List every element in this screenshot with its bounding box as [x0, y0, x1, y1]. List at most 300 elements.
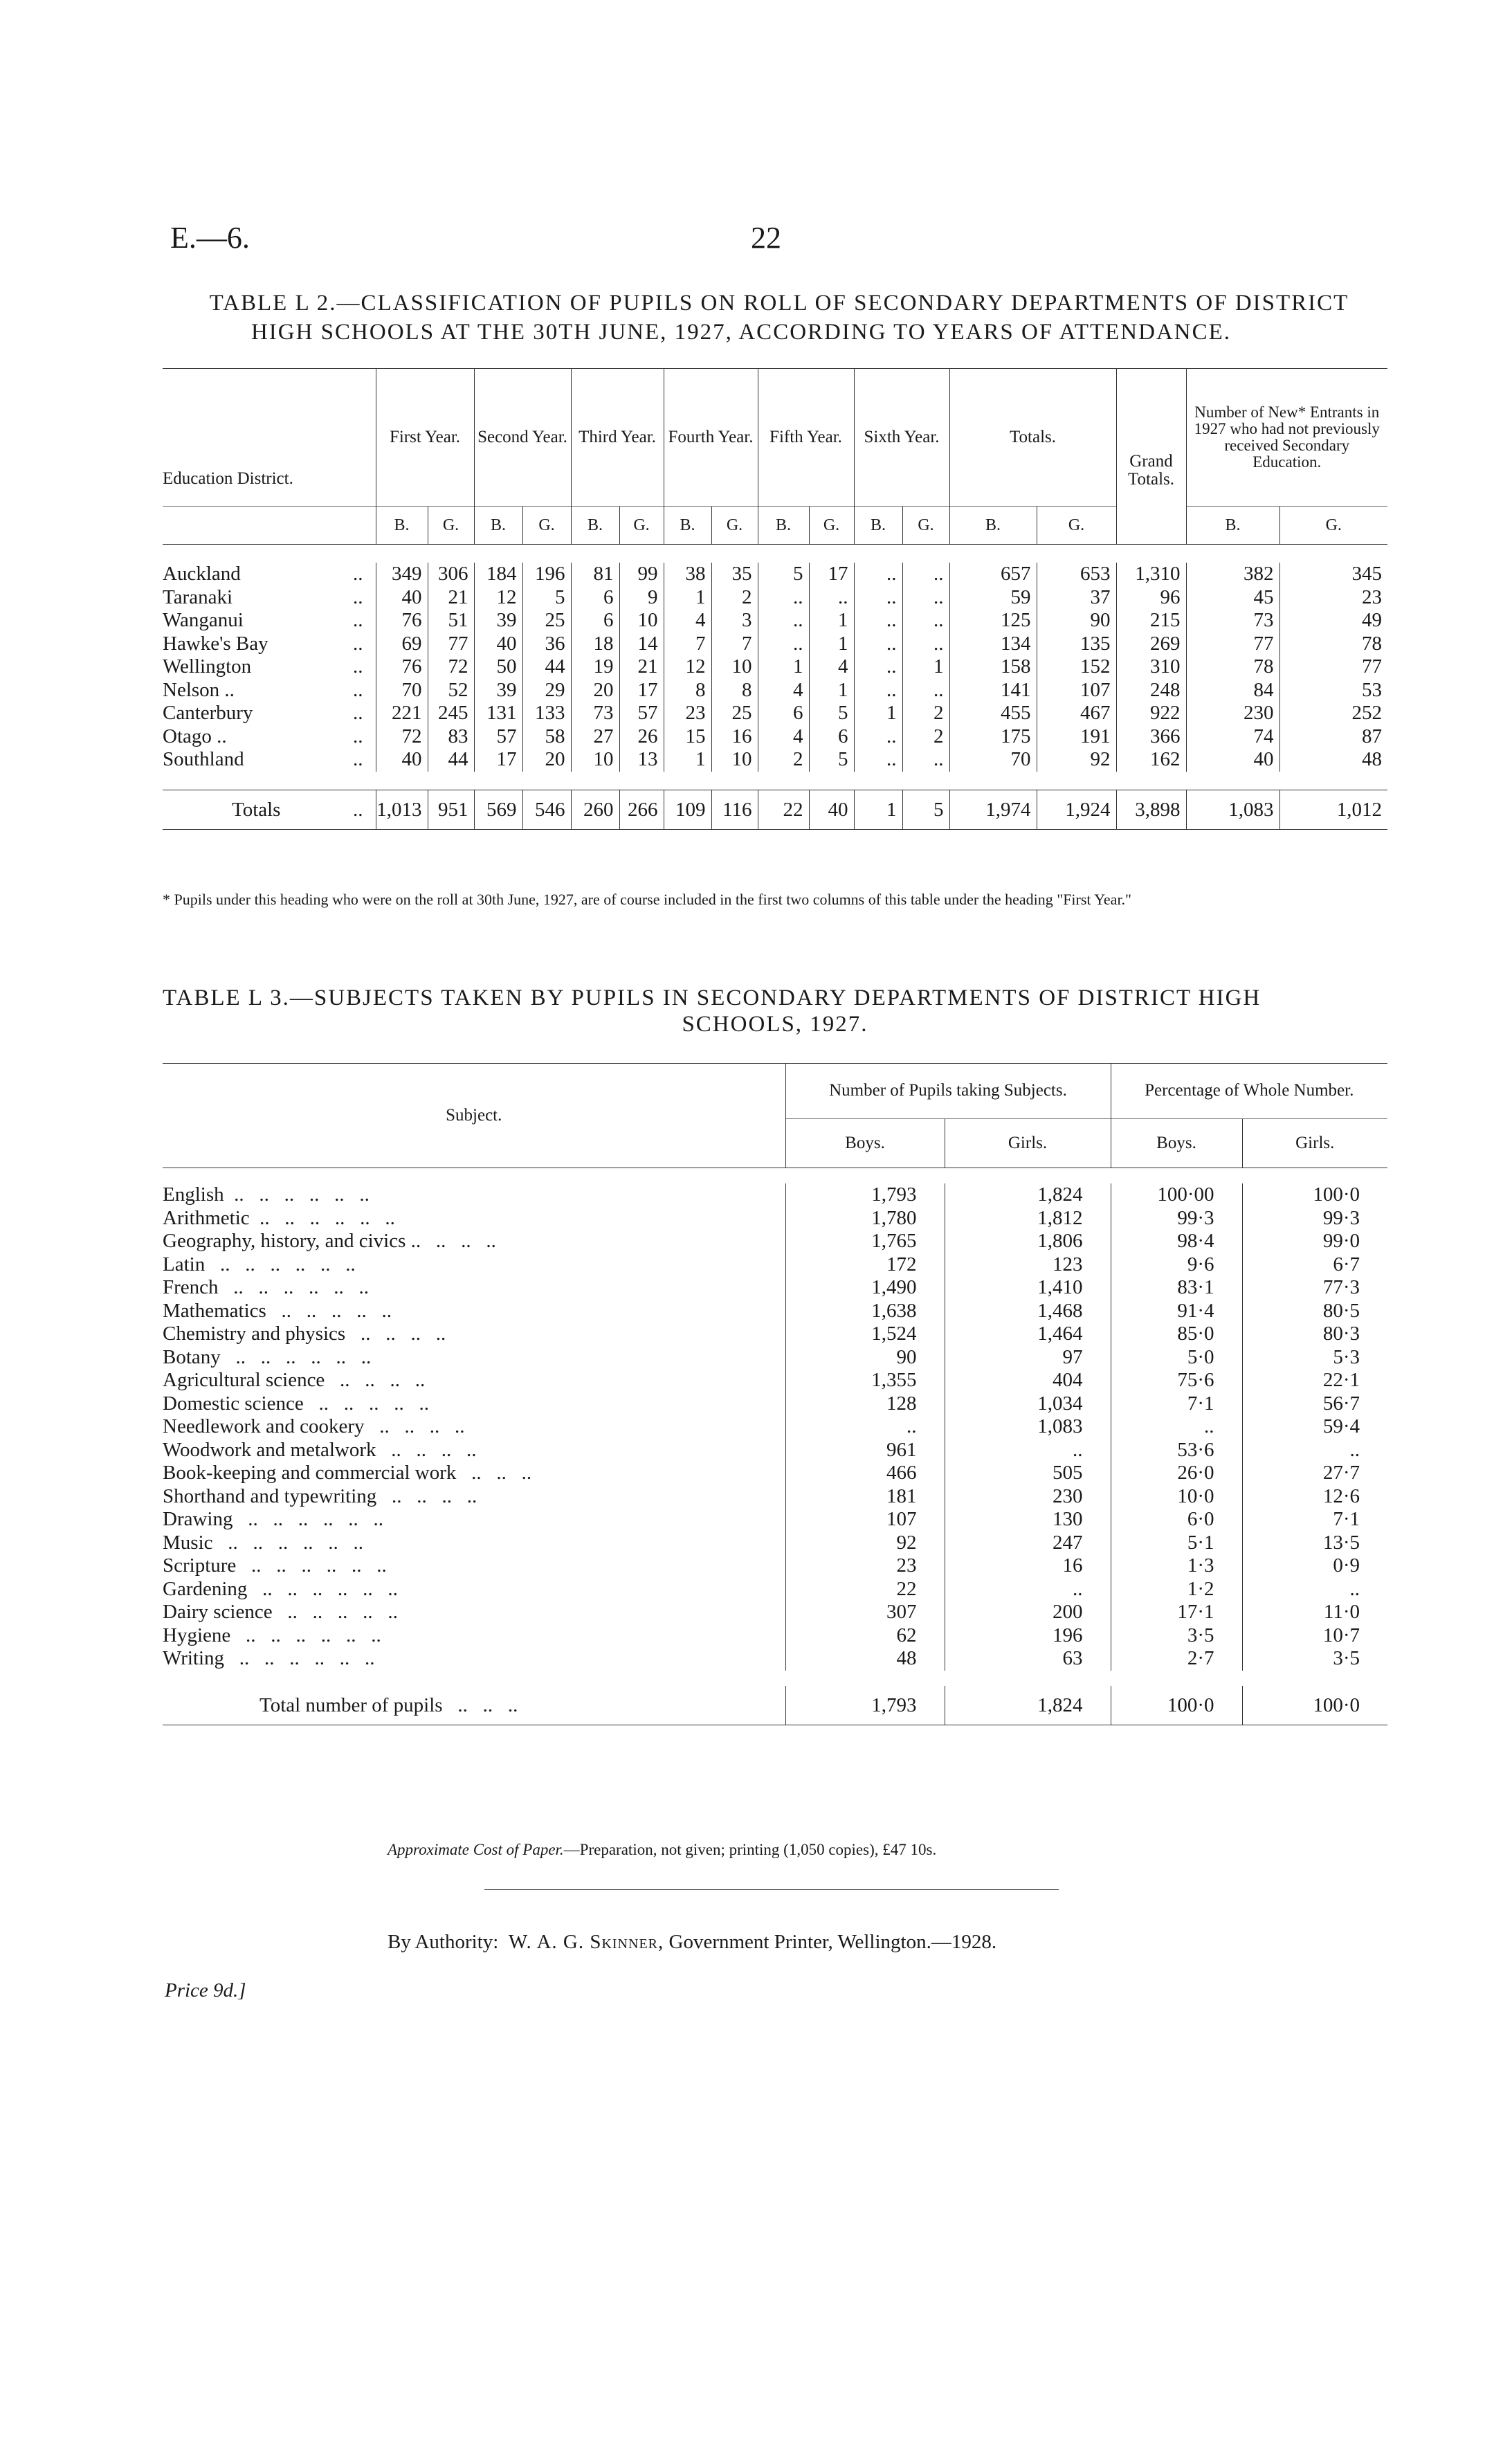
table-cell: 7	[664, 633, 711, 656]
total-cell: 1,013	[376, 790, 428, 829]
total-cell: 109	[664, 790, 711, 829]
table-cell: 6	[809, 725, 854, 749]
col-header-fourth-year: Fourth Year.	[664, 369, 758, 507]
table-cell: 1,806	[945, 1230, 1111, 1253]
table-cell: 4	[809, 655, 854, 679]
table-row	[163, 1346, 1387, 1370]
table-cell: 172	[785, 1253, 945, 1277]
table-cell: 36	[522, 633, 571, 656]
table-cell: 13·5	[1242, 1532, 1387, 1555]
table-cell: 40	[1186, 748, 1279, 772]
table-row	[163, 679, 1387, 702]
table-row	[163, 1392, 1387, 1416]
col-g: G.	[1037, 507, 1116, 545]
table-cell: ..	[902, 748, 949, 772]
table-cell: 2	[711, 586, 758, 610]
total-cell: 22	[758, 790, 809, 829]
table-cell: 16	[945, 1554, 1111, 1578]
table-cell: 123	[945, 1253, 1111, 1277]
table-cell: 56·7	[1242, 1392, 1387, 1416]
table-cell: 2·7	[1111, 1647, 1242, 1671]
subject-name: Arithmetic .. .. .. .. .. ..	[163, 1206, 395, 1229]
table-row	[163, 748, 1387, 772]
table-cell: 1,083	[945, 1415, 1111, 1439]
table-cell: 5·1	[1111, 1532, 1242, 1555]
leader-dots: ..	[353, 632, 363, 655]
table-cell: ..	[1242, 1578, 1387, 1601]
table-cell: ..	[758, 586, 809, 610]
col-boys: Boys.	[1111, 1118, 1242, 1168]
district-label: Auckland	[163, 563, 241, 585]
leader-dots: ..	[353, 585, 363, 608]
table-cell: ..	[902, 633, 949, 656]
table-cell: 349	[376, 563, 428, 586]
table-cell: 80·5	[1242, 1300, 1387, 1323]
leader-dots: ..	[353, 678, 363, 701]
leader-dots: ..	[353, 655, 363, 678]
total-cell: 1,083	[1186, 790, 1279, 829]
table-cell: 81	[571, 563, 619, 586]
table-cell: 191	[1037, 725, 1116, 749]
table-cell: 455	[949, 702, 1037, 725]
col-header-grand-totals: Grand Totals.	[1116, 369, 1186, 545]
table-cell: 20	[522, 748, 571, 772]
total-cell: 100·0	[1242, 1686, 1387, 1725]
table-cell: 99·0	[1242, 1230, 1387, 1253]
table-cell: 131	[474, 702, 522, 725]
table-cell: 2	[758, 748, 809, 772]
table-row	[163, 1369, 1387, 1392]
table-cell: 98·4	[1111, 1230, 1242, 1253]
leader-dots: ..	[353, 563, 363, 585]
table-cell: ..	[854, 748, 902, 772]
table-cell: 25	[711, 702, 758, 725]
table-cell: 72	[428, 655, 474, 679]
table-cell: 14	[619, 633, 664, 656]
col-b: B.	[474, 507, 522, 545]
table-cell: 1,765	[785, 1230, 945, 1253]
table-row	[163, 1415, 1387, 1439]
table-cell: 26·0	[1111, 1462, 1242, 1485]
table-cell: ..	[854, 563, 902, 586]
table-cell: 13	[619, 748, 664, 772]
table-cell: 196	[522, 563, 571, 586]
table-cell: 22·1	[1242, 1369, 1387, 1392]
subject-name: Dairy science .. .. .. .. ..	[163, 1601, 398, 1623]
table-cell: 12	[664, 655, 711, 679]
table-cell: 1,034	[945, 1392, 1111, 1416]
table-cell: 269	[1116, 633, 1186, 656]
table-cell: 83	[428, 725, 474, 749]
authority-line	[388, 1931, 996, 1954]
col-girls: Girls.	[1242, 1118, 1387, 1168]
subject-name: Botany .. .. .. .. .. ..	[163, 1345, 372, 1368]
table-cell: 230	[945, 1485, 1111, 1509]
table-row	[163, 1276, 1387, 1300]
table-cell: 1	[758, 655, 809, 679]
table-cell: 653	[1037, 563, 1116, 586]
district-name	[163, 655, 376, 679]
total-cell: 100·0	[1111, 1686, 1242, 1725]
table-cell: 58	[522, 725, 571, 749]
table-l2	[163, 368, 1387, 830]
col-g: G.	[522, 507, 571, 545]
subject-name: Needlework and cookery .. .. .. ..	[163, 1415, 465, 1437]
subject-name: Drawing .. .. .. .. .. ..	[163, 1508, 383, 1530]
table-cell: 44	[522, 655, 571, 679]
table-cell: 78	[1279, 633, 1387, 656]
district-label: Wanganui	[163, 609, 244, 631]
table-cell: 7·1	[1111, 1392, 1242, 1416]
subject-name: Book-keeping and commercial work .. .. ..	[163, 1462, 532, 1484]
table-cell: 63	[945, 1647, 1111, 1671]
table-cell: 215	[1116, 609, 1186, 633]
district-name	[163, 679, 376, 702]
district-label: Wellington	[163, 655, 252, 678]
table-cell: 85·0	[1111, 1323, 1242, 1346]
table-cell: 310	[1116, 655, 1186, 679]
table-row	[163, 1624, 1387, 1648]
table-cell: ..	[854, 633, 902, 656]
table-l3-caption-line2: SCHOOLS, 1927.	[682, 1012, 868, 1037]
table-cell: ..	[854, 655, 902, 679]
table-cell: 99	[619, 563, 664, 586]
table-cell: 23	[785, 1554, 945, 1578]
total-cell: 546	[522, 790, 571, 829]
divider	[484, 1889, 1059, 1890]
col-b: B.	[949, 507, 1037, 545]
table-cell: 83·1	[1111, 1276, 1242, 1300]
table-row	[163, 655, 1387, 679]
col-header-sixth-year: Sixth Year.	[854, 369, 949, 507]
table-cell: 505	[945, 1462, 1111, 1485]
table-cell: 221	[376, 702, 428, 725]
total-cell: 1,924	[1037, 790, 1116, 829]
subject-name: Agricultural science .. .. .. ..	[163, 1369, 426, 1391]
table-cell: 135	[1037, 633, 1116, 656]
table-cell: 382	[1186, 563, 1279, 586]
table-cell: 125	[949, 609, 1037, 633]
subject-name: English .. .. .. .. .. ..	[163, 1183, 370, 1206]
table-cell: 99·3	[1111, 1207, 1242, 1230]
total-cell: 1,012	[1279, 790, 1387, 829]
table-cell: 5	[522, 586, 571, 610]
table-cell: 1	[902, 655, 949, 679]
table-cell: 6	[571, 586, 619, 610]
table-cell: 196	[945, 1624, 1111, 1648]
district-label: Taranaki	[163, 585, 233, 608]
table-cell: ..	[1111, 1415, 1242, 1439]
district-label: Canterbury	[163, 702, 253, 724]
table-cell: 248	[1116, 679, 1186, 702]
table-cell: 345	[1279, 563, 1387, 586]
authority-prefix: By Authority:	[388, 1931, 499, 1953]
table-cell: 4	[758, 725, 809, 749]
table-cell: ..	[785, 1415, 945, 1439]
table-cell: 39	[474, 609, 522, 633]
table-cell: 10	[571, 748, 619, 772]
table-l2-caption-line2: HIGH SCHOOLS AT THE 30TH JUNE, 1927, ACCORDING TO YEARS OF ATTENDANCE.	[251, 320, 1232, 345]
price: Price 9d.]	[165, 1979, 246, 2001]
table-cell: 69	[376, 633, 428, 656]
table-cell: 39	[474, 679, 522, 702]
table-cell: 5	[809, 748, 854, 772]
subject-name: Woodwork and metalwork .. .. .. ..	[163, 1438, 477, 1461]
document-reference: E.—6.	[170, 221, 250, 255]
total-cell: 266	[619, 790, 664, 829]
table-l3-caption-line1: TABLE L 3.—SUBJECTS TAKEN BY PUPILS IN SECONDARY DEPARTMENTS OF DISTRICT HIGH	[163, 986, 1261, 1010]
table-cell: 230	[1186, 702, 1279, 725]
table-cell: 6·0	[1111, 1508, 1242, 1532]
table-cell: 1,310	[1116, 563, 1186, 586]
table-cell: 97	[945, 1346, 1111, 1370]
table-cell: 22	[785, 1578, 945, 1601]
table-cell: 0·9	[1242, 1554, 1387, 1578]
table-cell: 44	[428, 748, 474, 772]
table-cell: 4	[758, 679, 809, 702]
table-cell: 1,490	[785, 1276, 945, 1300]
col-header-third-year: Third Year.	[571, 369, 664, 507]
table-cell: 11·0	[1242, 1601, 1387, 1624]
table-cell: 17·1	[1111, 1601, 1242, 1624]
district-label: Southland	[163, 748, 244, 770]
subject-name: Writing .. .. .. .. .. ..	[163, 1647, 375, 1669]
table-cell: 6·7	[1242, 1253, 1387, 1277]
table-cell: 1	[664, 748, 711, 772]
page-number: 22	[751, 221, 781, 255]
table-cell: 45	[1186, 586, 1279, 610]
total-cell: 1,793	[785, 1686, 945, 1725]
col-header-fifth-year: Fifth Year.	[758, 369, 854, 507]
col-header-district: Education District.	[163, 369, 376, 507]
table-cell: 90	[1037, 609, 1116, 633]
table-cell: 38	[664, 563, 711, 586]
table-cell: 23	[1279, 586, 1387, 610]
table-cell: 37	[1037, 586, 1116, 610]
table-cell: 1	[809, 609, 854, 633]
table-cell: 9·6	[1111, 1253, 1242, 1277]
table-cell: 133	[522, 702, 571, 725]
table-row	[163, 1253, 1387, 1277]
table-cell: 77	[1186, 633, 1279, 656]
total-cell: 5	[902, 790, 949, 829]
table-cell: 87	[1279, 725, 1387, 749]
subject-name: Scripture .. .. .. .. .. ..	[163, 1554, 387, 1577]
table-cell: 5·3	[1242, 1346, 1387, 1370]
col-g: G.	[902, 507, 949, 545]
table-cell: 27	[571, 725, 619, 749]
table-cell: 72	[376, 725, 428, 749]
cost-note	[388, 1841, 936, 1859]
table-row	[163, 609, 1387, 633]
table-cell: 15	[664, 725, 711, 749]
col-header-subject: Subject.	[163, 1064, 785, 1168]
table-cell: 53·6	[1111, 1439, 1242, 1462]
table-cell: 1,355	[785, 1369, 945, 1392]
table-l3	[163, 1063, 1387, 1725]
table-cell: 7	[711, 633, 758, 656]
table-row	[163, 1601, 1387, 1624]
subject-name: Domestic science .. .. .. .. ..	[163, 1392, 429, 1415]
table-row	[163, 633, 1387, 656]
total-cell: 569	[474, 790, 522, 829]
printer-name: W. A. G. Skinner,	[508, 1931, 664, 1953]
table-cell: ..	[758, 633, 809, 656]
table-cell: ..	[809, 586, 854, 610]
table-cell: 404	[945, 1369, 1111, 1392]
table-row	[163, 1532, 1387, 1555]
table-cell: 100·00	[1111, 1183, 1242, 1207]
district-label: Nelson ..	[163, 678, 235, 701]
col-header-percentage: Percentage of Whole Number.	[1111, 1064, 1387, 1119]
table-cell: 73	[1186, 609, 1279, 633]
leader-dots: ..	[353, 609, 363, 631]
table-cell: 657	[949, 563, 1037, 586]
totals-row	[163, 1686, 1387, 1725]
table-cell: 1·2	[1111, 1578, 1242, 1601]
table-cell: 21	[428, 586, 474, 610]
table-cell: 10	[711, 748, 758, 772]
leader-dots: ..	[353, 725, 363, 747]
table-row	[163, 702, 1387, 725]
district-name	[163, 563, 376, 586]
table-cell: 50	[474, 655, 522, 679]
table-cell: ..	[854, 609, 902, 633]
col-b: B.	[854, 507, 902, 545]
district-name	[163, 748, 376, 772]
table-cell: 10	[619, 609, 664, 633]
table-cell: 128	[785, 1392, 945, 1416]
table-cell: 23	[664, 702, 711, 725]
table-cell: 252	[1279, 702, 1387, 725]
table-cell: 3	[711, 609, 758, 633]
table-row	[163, 586, 1387, 610]
table-cell: 29	[522, 679, 571, 702]
table-cell: 1,524	[785, 1323, 945, 1346]
table-l2-caption-line1: TABLE L 2.—CLASSIFICATION OF PUPILS ON ROLL OF SECONDARY DEPARTMENTS OF DISTRICT	[209, 291, 1349, 316]
table-cell: 1,812	[945, 1207, 1111, 1230]
table-cell: 48	[1279, 748, 1387, 772]
col-b: B.	[664, 507, 711, 545]
subject-name: Latin .. .. .. .. .. ..	[163, 1253, 356, 1275]
table-cell: 20	[571, 679, 619, 702]
table-row	[163, 1462, 1387, 1485]
total-cell: 3,898	[1116, 790, 1186, 829]
table-cell: 1,780	[785, 1207, 945, 1230]
table-row	[163, 1647, 1387, 1671]
table-cell: 200	[945, 1601, 1111, 1624]
table-cell: 6	[758, 702, 809, 725]
table-cell: 152	[1037, 655, 1116, 679]
table-cell: 158	[949, 655, 1037, 679]
table-cell: 1·3	[1111, 1554, 1242, 1578]
total-cell: 40	[809, 790, 854, 829]
table-cell: 162	[1116, 748, 1186, 772]
table-row	[163, 1300, 1387, 1323]
table-cell: ..	[758, 609, 809, 633]
table-cell: 59	[949, 586, 1037, 610]
table-cell: 8	[664, 679, 711, 702]
table-cell: 92	[785, 1532, 945, 1555]
col-header-first-year: First Year.	[376, 369, 474, 507]
col-header-totals: Totals.	[949, 369, 1116, 507]
table-cell: 80·3	[1242, 1323, 1387, 1346]
table-row	[163, 725, 1387, 749]
table-cell: 1,824	[945, 1183, 1111, 1207]
table-cell: 307	[785, 1601, 945, 1624]
table-cell: ..	[854, 725, 902, 749]
total-cell: 951	[428, 790, 474, 829]
table-cell: 75·6	[1111, 1369, 1242, 1392]
table-cell: 12	[474, 586, 522, 610]
table-cell: 62	[785, 1624, 945, 1648]
table-cell: 51	[428, 609, 474, 633]
district-name	[163, 633, 376, 656]
col-header-second-year: Second Year.	[474, 369, 571, 507]
table-cell: 17	[474, 748, 522, 772]
table-cell: 96	[1116, 586, 1186, 610]
table-cell: 5	[809, 702, 854, 725]
table-cell: 25	[522, 609, 571, 633]
table-cell: 99·3	[1242, 1207, 1387, 1230]
table-cell: 59·4	[1242, 1415, 1387, 1439]
table-cell: 1	[809, 679, 854, 702]
table-cell: 134	[949, 633, 1037, 656]
table-cell: 35	[711, 563, 758, 586]
district-name	[163, 586, 376, 610]
table-cell: 57	[474, 725, 522, 749]
table-cell: 73	[571, 702, 619, 725]
col-g: G.	[428, 507, 474, 545]
table-cell: 2	[902, 702, 949, 725]
table-cell: ..	[1242, 1439, 1387, 1462]
total-cell: 1	[854, 790, 902, 829]
table-row	[163, 1508, 1387, 1532]
table-cell: 9	[619, 586, 664, 610]
table-cell: 306	[428, 563, 474, 586]
district-label: Hawke's Bay	[163, 632, 268, 655]
table-cell: 1,638	[785, 1300, 945, 1323]
subject-name: Shorthand and typewriting .. .. .. ..	[163, 1484, 477, 1507]
table-cell: 17	[809, 563, 854, 586]
table-cell: ..	[902, 609, 949, 633]
table-cell: 16	[711, 725, 758, 749]
table-l2-footnote: * Pupils under this heading who were on the roll at 30th June, 1927, are of course included in the first two columns of this table under the heading "First Year."	[163, 891, 1132, 908]
table-row	[163, 1578, 1387, 1601]
table-cell: 77·3	[1242, 1276, 1387, 1300]
table-row	[163, 563, 1387, 586]
col-g: G.	[809, 507, 854, 545]
table-cell: 10	[711, 655, 758, 679]
table-cell: 1	[854, 702, 902, 725]
table-row	[163, 1230, 1387, 1253]
table-cell: 1,410	[945, 1276, 1111, 1300]
table-cell: 10·0	[1111, 1485, 1242, 1509]
table-row	[163, 1207, 1387, 1230]
table-cell: 1	[809, 633, 854, 656]
table-cell: 107	[1037, 679, 1116, 702]
table-cell: 175	[949, 725, 1037, 749]
table-cell: 467	[1037, 702, 1116, 725]
table-cell: 3·5	[1111, 1624, 1242, 1648]
totals-text: Totals	[232, 798, 281, 821]
table-cell: 90	[785, 1346, 945, 1370]
district-name	[163, 609, 376, 633]
subject-name: Chemistry and physics .. .. .. ..	[163, 1323, 446, 1345]
col-g: G.	[711, 507, 758, 545]
district-name	[163, 725, 376, 749]
table-cell: 70	[376, 679, 428, 702]
